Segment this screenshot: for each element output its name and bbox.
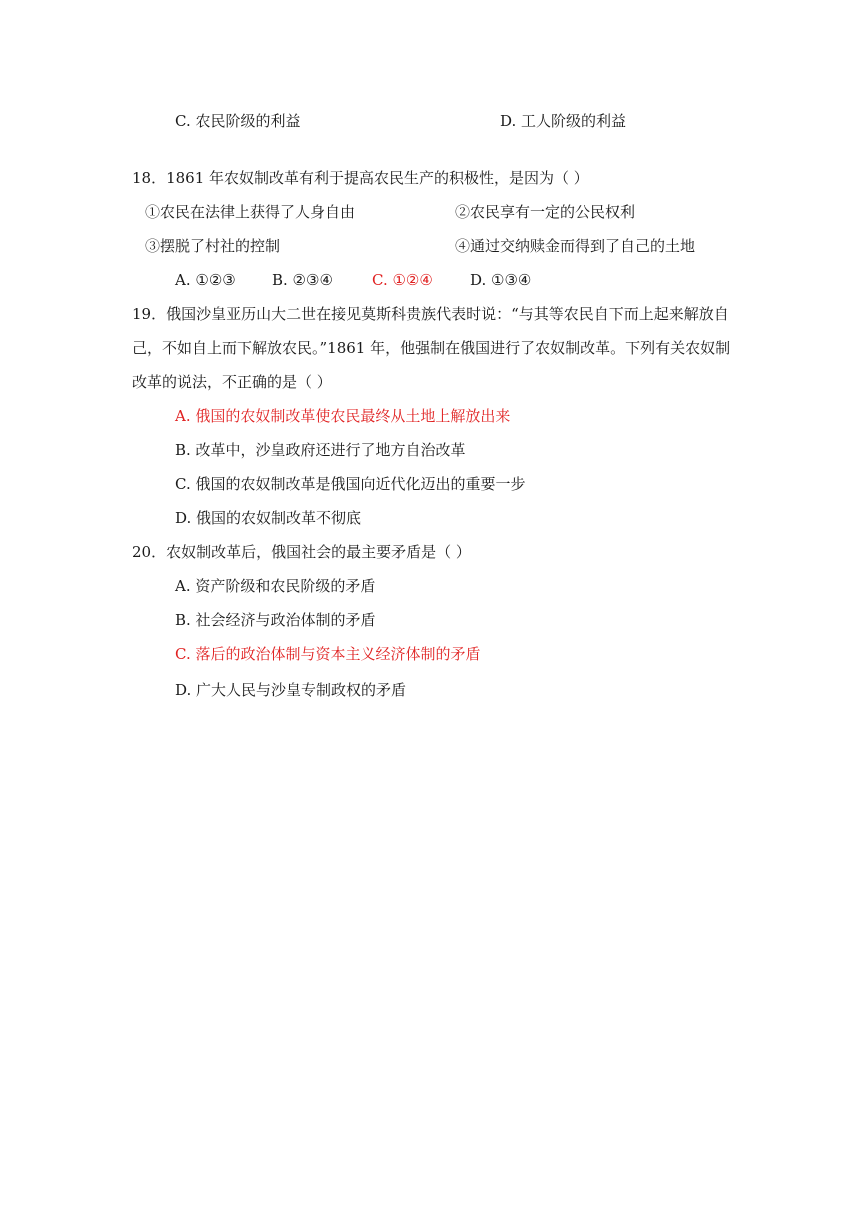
q20-option-d: D. 广大人民与沙皇专制政权的矛盾 [175,681,407,699]
q18-stem: 18．1861 年农奴制改革有利于提高农民生产的积极性，是因为（ ） [132,169,589,187]
q19-stem-line-3: 改革的说法，不正确的是（ ） [132,373,332,391]
q19-option-c: C. 俄国的农奴制改革是俄国向近代化迈出的重要一步 [175,475,526,493]
q18-option-a: A. ①②③ [175,271,236,289]
q20-stem: 20．农奴制改革后，俄国社会的最主要矛盾是（ ） [132,543,471,561]
q20-option-a: A. 资产阶级和农民阶级的矛盾 [175,577,376,595]
q19-option-d: D. 俄国的农奴制改革不彻底 [175,509,362,527]
q20-option-c: C. 落后的政治体制与资本主义经济体制的矛盾 [175,645,481,663]
q19-option-a: A. 俄国的农奴制改革使农民最终从土地上解放出来 [175,407,511,425]
q18-item-4: ④通过交纳赎金而得到了自己的土地 [455,237,696,255]
q18-item-3: ③摆脱了村社的控制 [145,237,281,255]
q18-item-1: ①农民在法律上获得了人身自由 [145,203,356,221]
q18-item-2: ②农民享有一定的公民权利 [455,203,636,221]
q19-stem-line-2: 己，不如自上而下解放农民。”1861 年，他强制在俄国进行了农奴制改革。下列有关农奴制 [132,339,731,357]
q18-option-d: D. ①③④ [470,271,532,289]
q17-option-c: C. 农民阶级的利益 [175,112,301,130]
q18-option-c: C. ①②④ [372,271,433,289]
q17-option-d: D. 工人阶级的利益 [500,112,627,130]
q18-option-b: B. ②③④ [272,271,333,289]
q20-option-b: B. 社会经济与政治体制的矛盾 [175,611,376,629]
q19-option-b: B. 改革中，沙皇政府还进行了地方自治改革 [175,441,466,459]
q19-stem-line-1: 19．俄国沙皇亚历山大二世在接见莫斯科贵族代表时说：“与其等农民自下而上起来解放自 [132,305,729,323]
